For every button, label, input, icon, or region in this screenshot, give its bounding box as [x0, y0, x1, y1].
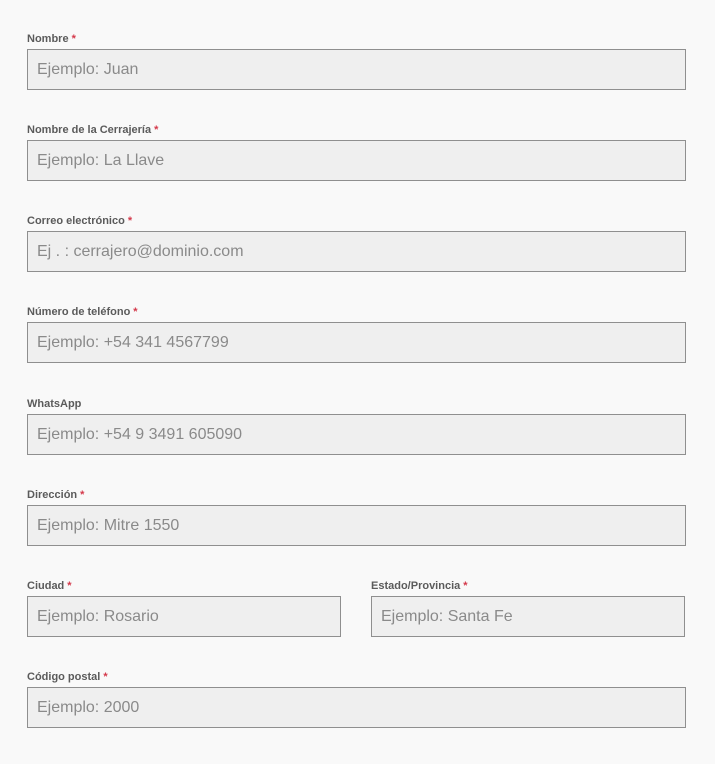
field-provincia	[371, 579, 468, 593]
required-mark: *	[154, 124, 159, 136]
field-codigo-postal	[27, 670, 686, 684]
email-input[interactable]	[27, 231, 686, 272]
direccion-input[interactable]	[27, 505, 686, 546]
required-mark: *	[67, 580, 72, 592]
ciudad-input[interactable]	[27, 596, 341, 637]
field-label: Correo electrónico *	[27, 215, 133, 227]
field-ciudad	[27, 579, 72, 593]
required-mark: *	[127, 215, 133, 227]
field-direccion	[27, 488, 686, 502]
nombre-input[interactable]	[27, 49, 686, 90]
provincia-input[interactable]	[371, 596, 685, 637]
field-label: Estado/Provincia *	[371, 580, 468, 592]
telefono-input[interactable]	[27, 322, 686, 363]
required-mark: *	[103, 671, 108, 683]
field-nombre-cerrajeria	[27, 123, 686, 137]
required-mark: *	[463, 580, 468, 592]
whatsapp-input[interactable]	[27, 414, 686, 455]
field-telefono	[27, 305, 686, 319]
field-label: Nombre *	[27, 33, 76, 45]
required-mark: *	[71, 33, 76, 45]
field-nombre	[27, 32, 686, 46]
codigo-postal-input[interactable]	[27, 687, 686, 728]
required-mark: *	[133, 306, 138, 318]
nombre-cerrajeria-input[interactable]	[27, 140, 686, 181]
required-mark: *	[80, 489, 85, 501]
field-label: WhatsApp	[27, 398, 82, 410]
field-label: Nombre de la Cerrajería *	[27, 124, 159, 136]
field-correo	[27, 214, 686, 228]
field-label: Ciudad *	[27, 580, 72, 592]
field-label: Número de teléfono *	[27, 306, 138, 318]
field-label: Dirección *	[27, 489, 85, 501]
field-whatsapp	[27, 397, 686, 411]
field-label: Código postal *	[27, 671, 108, 683]
